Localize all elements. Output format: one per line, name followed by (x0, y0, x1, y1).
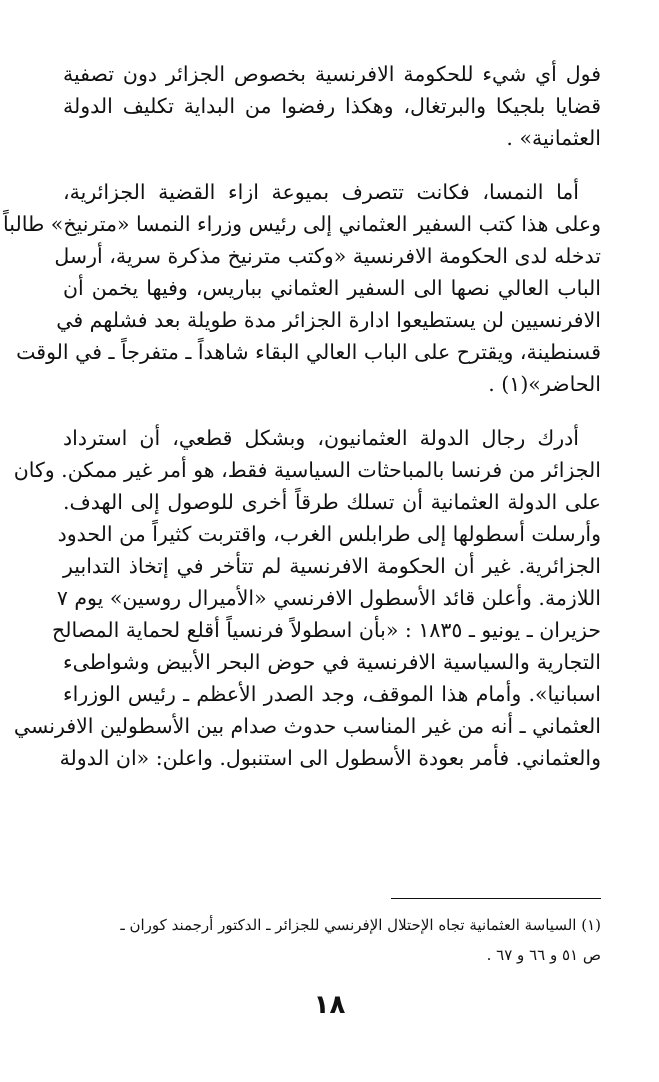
text-line: على الدولة العثمانية أن تسلك طرقاً أخرى للوصول إلى الهدف. (63, 490, 601, 514)
paragraph-1 (63, 58, 601, 154)
text-line: العثمانية» . (506, 126, 601, 150)
text-line: فول أي شيء للحكومة الافرنسية بخصوص الجزائر دون تصفية (63, 62, 601, 86)
body-text (3, 58, 601, 796)
text-line: أما النمسا، فكانت تتصرف بميوعة ازاء القضية الجزائرية، (63, 180, 579, 204)
text-line: التجارية والسياسية الافرنسية في حوض البحر الأبيض وشواطىء (63, 650, 601, 674)
footnote-divider (391, 898, 601, 899)
text-line: قضايا بلجيكا والبرتغال، وهكذا رفضوا من البداية تكليف الدولة (63, 94, 601, 118)
text-line: العثماني ـ أنه من غير المناسب حدوث صدام بين الأسطولين الافرنسي (13, 714, 601, 738)
text-line: حزيران ـ يونيو ـ ١٨٣٥ : «بأن اسطولاً فرنسياً أقلع لحماية المصالح (52, 618, 601, 642)
paragraph-2 (3, 176, 601, 400)
footnote (41, 910, 601, 970)
text-line: وعلى هذا كتب السفير العثماني إلى رئيس وزراء النمسا «مترنيخ» طالباً (3, 212, 601, 236)
text-line: قسنطينة، ويقترح على الباب العالي البقاء شاهداً ـ متفرجاً ـ في الوقت (16, 340, 601, 364)
text-line: الجزائر من فرنسا بالمباحثات السياسية فقط، هو أمر غير ممكن. وكان (13, 458, 601, 482)
text-line: الباب العالي نصها الى السفير العثماني بباريس، وفيها يخمن أن (63, 276, 601, 300)
text-line: الافرنسيين لن يستطيعوا ادارة الجزائر مدة طويلة بعد فشلهم في (56, 308, 601, 332)
paragraph-3 (13, 422, 601, 774)
page-number: ١٨ (313, 990, 346, 1020)
text-line: الحاضر»(١) . (488, 372, 601, 396)
text-line: وأرسلت أسطولها إلى طرابلس الغرب، واقتربت كثيراً من الحدود (57, 522, 601, 546)
text-line: تدخله لدى الحكومة الافرنسية «وكتب مترنيخ مذكرة سرية، أرسل (54, 244, 601, 268)
footnote-line: ص ٥١ و ٦٦ و ٦٧ . (486, 946, 601, 964)
text-line: أدرك رجال الدولة العثمانيون، وبشكل قطعي، أن استرداد (63, 426, 579, 450)
text-line: اللازمة. وأعلن قائد الأسطول الافرنسي «الأميرال روسين» يوم ٧ (56, 586, 601, 610)
footnote-line: (١) السياسة العثمانية تجاه الإحتلال الإفرنسي للجزائر ـ الدكتور أرجمند كوران ـ (120, 916, 601, 934)
text-line: والعثماني. فأمر بعودة الأسطول الى استنبول. واعلن: «ان الدولة (59, 746, 601, 770)
text-line: اسبانيا». وأمام هذا الموقف، وجد الصدر الأعظم ـ رئيس الوزراء (63, 682, 601, 706)
text-line: الجزائرية. غير أن الحكومة الافرنسية لم تتأخر في إتخاذ التدابير (63, 554, 601, 578)
